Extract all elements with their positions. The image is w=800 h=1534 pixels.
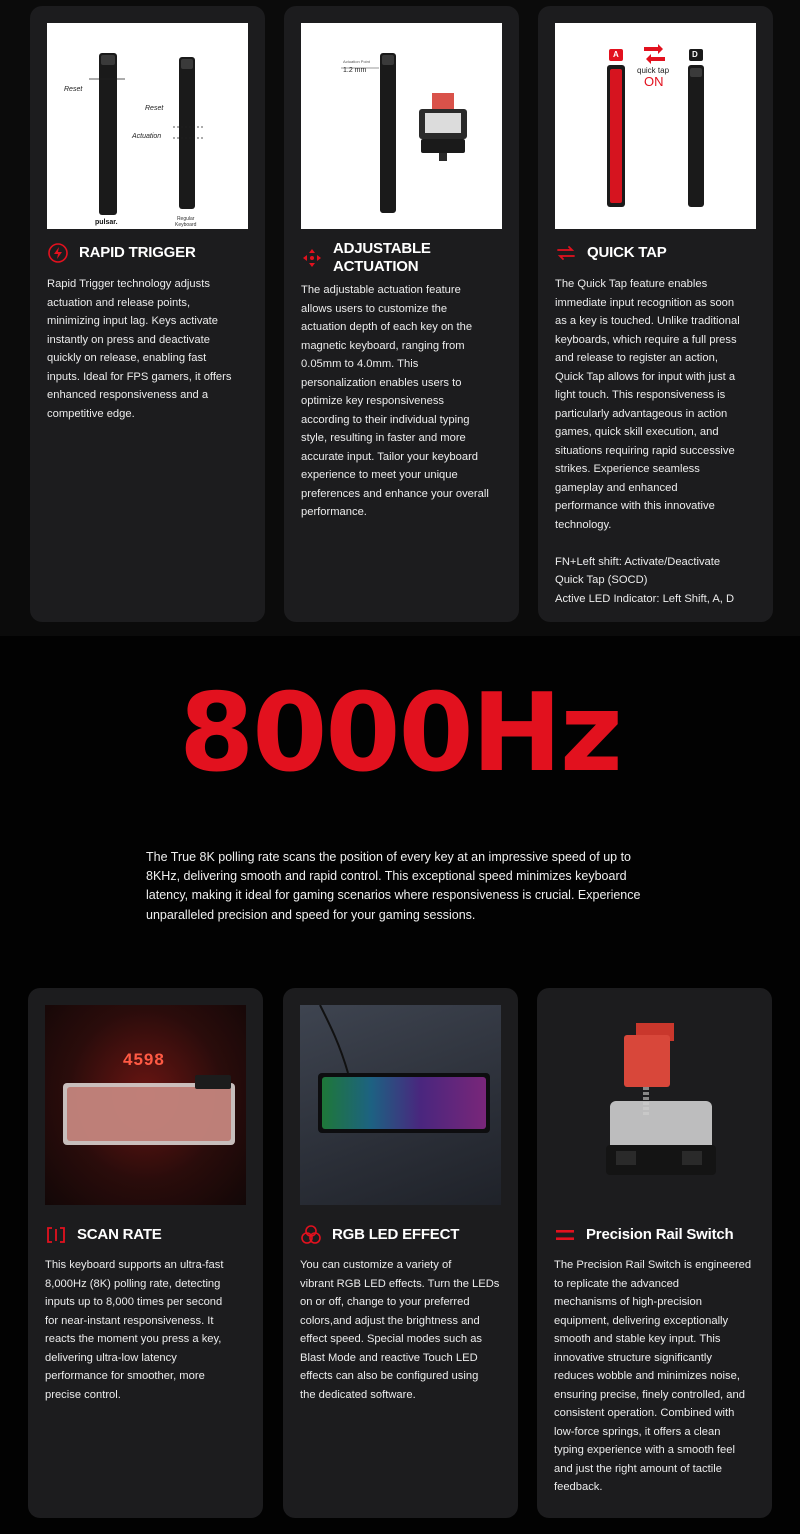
crosshair-arrows-icon [301, 247, 323, 269]
polling-rate-title: 8000Hz [179, 671, 621, 796]
bolt-circle-icon [47, 242, 69, 264]
diagram-regular-label: Regular Keyboard [175, 216, 197, 228]
quick-tap-title: QUICK TAP [587, 244, 667, 261]
quick-tap-on-label: ON [644, 74, 664, 89]
keyboard-rgb-photo [300, 1005, 501, 1205]
scan-rate-title: SCAN RATE [77, 1226, 162, 1243]
adjustable-actuation-card [284, 6, 519, 622]
rapid-trigger-diagram [47, 23, 248, 229]
adjustable-actuation-body: The adjustable actuation feature allows users to customize the actuation depth of each key on the magnetic keyboard, ranging from 0.05mm to 4.0mm. This personalization enables users to optimize key responsiveness according to their individual typing style, resulting in faster and more accurate input. Tailor your keyboard experience to meet your unique preferences and enhance your overall performance. [301, 284, 489, 518]
diagram-actuation-label: Actuation [132, 133, 162, 140]
diagram-reset-label-2: Reset [145, 105, 164, 112]
rgb-led-card [283, 988, 518, 1518]
quick-tap-diagram [555, 23, 756, 229]
scan-bracket-icon [45, 1224, 67, 1246]
rapid-trigger-card [30, 6, 265, 622]
rapid-trigger-title: RAPID TRIGGER [79, 244, 196, 261]
precision-rail-body: The Precision Rail Switch is engineered to replicate the advanced mechanisms of high-precision equipment, delivering exceptionally smooth and stable key input. This innovative structure significantly reduces wobble and minimizes noise, ensuring precise, finely controlled, and consistent operation. Combined with low-force springs, it offers a clean typing experience with a smooth feel and just the right amount of tactile feedback. [554, 1259, 752, 1493]
actuation-small-label: Actuation Point [343, 59, 370, 64]
scan-rate-card [28, 988, 263, 1518]
keyboard-scan-photo [45, 1005, 246, 1205]
precision-rail-card [537, 988, 772, 1518]
swap-arrows-icon [555, 242, 577, 264]
rgb-circles-icon [300, 1224, 322, 1246]
rapid-trigger-heading [47, 242, 196, 264]
rail-lines-icon [554, 1224, 576, 1246]
rail-switch-photo [554, 1005, 755, 1205]
rapid-trigger-body: Rapid Trigger technology adjusts actuation and release points, minimizing input lag. Keys activate instantly on press and deactivate quickly on release, enabling fast inputs. Ideal for FPS gamers, it offers enhanced responsiveness and a competitive edge. [47, 278, 232, 420]
rgb-led-heading [300, 1224, 459, 1246]
adjustable-actuation-title: ADJUSTABLE ACTUATION [333, 240, 431, 275]
quick-tap-key-d: D [692, 50, 698, 59]
diagram-brand-label: pulsar. [95, 219, 118, 226]
rgb-led-body: You can customize a variety of vibrant RGB LED effects. Turn the LEDs on or off, change to your preferred colors,and adjust the brightness and effect speed. Special modes such as Blast Mode and reactive Touch LED effects can also be configured using the dedicated software. [300, 1259, 500, 1401]
quick-tap-heading [555, 242, 667, 264]
precision-rail-heading [554, 1224, 734, 1246]
scan-rate-body: This keyboard supports an ultra-fast 8,000Hz (8K) polling rate, detecting inputs up to 8,000 times per second for near-instant responsiveness. It reacts the moment you press a key, delivering ultra-low latency performance for smoother, more precise control. [45, 1259, 224, 1401]
adjustable-actuation-heading [301, 240, 431, 276]
diagram-reset-label: Reset [64, 86, 83, 93]
quick-tap-key-a: A [613, 50, 619, 59]
adjustable-actuation-diagram [301, 23, 502, 229]
rgb-led-title: RGB LED EFFECT [332, 1226, 460, 1243]
polling-rate-description: The True 8K polling rate scans the position of every key at an impressive speed of up to 8KHz, delivering smooth and rapid control. This exceptional speed minimizes keyboard latency, making it ideal for gaming scenarios where responsiveness is crucial. Experience unparalleled precision and speed for your gaming sessions. [146, 850, 641, 922]
quick-tap-card [538, 6, 773, 622]
quick-tap-body: The Quick Tap feature enables immediate input recognition as soon as a key is touched. Unlike traditional keyboards, which require a full press and release to register an action, Quick Tap allows for input with just a light touch. This responsiveness is particularly advantageous in action games, quick skill execution, and situations requiring rapid successive strikes. Experience seamless gameplay and enhanced performance with this innovative technology. FN+Left shift: Activate/Deactivate Quick Tap (SOCD) Active LED Indicator: Left Shift, A, D [555, 278, 740, 605]
actuation-depth-label: 1.2 mm [343, 67, 367, 74]
precision-rail-title: Precision Rail Switch [586, 1226, 734, 1243]
quick-tap-label: quick tap [637, 66, 670, 75]
scan-counter: 4598 [123, 1050, 165, 1069]
scan-rate-heading [45, 1224, 162, 1246]
